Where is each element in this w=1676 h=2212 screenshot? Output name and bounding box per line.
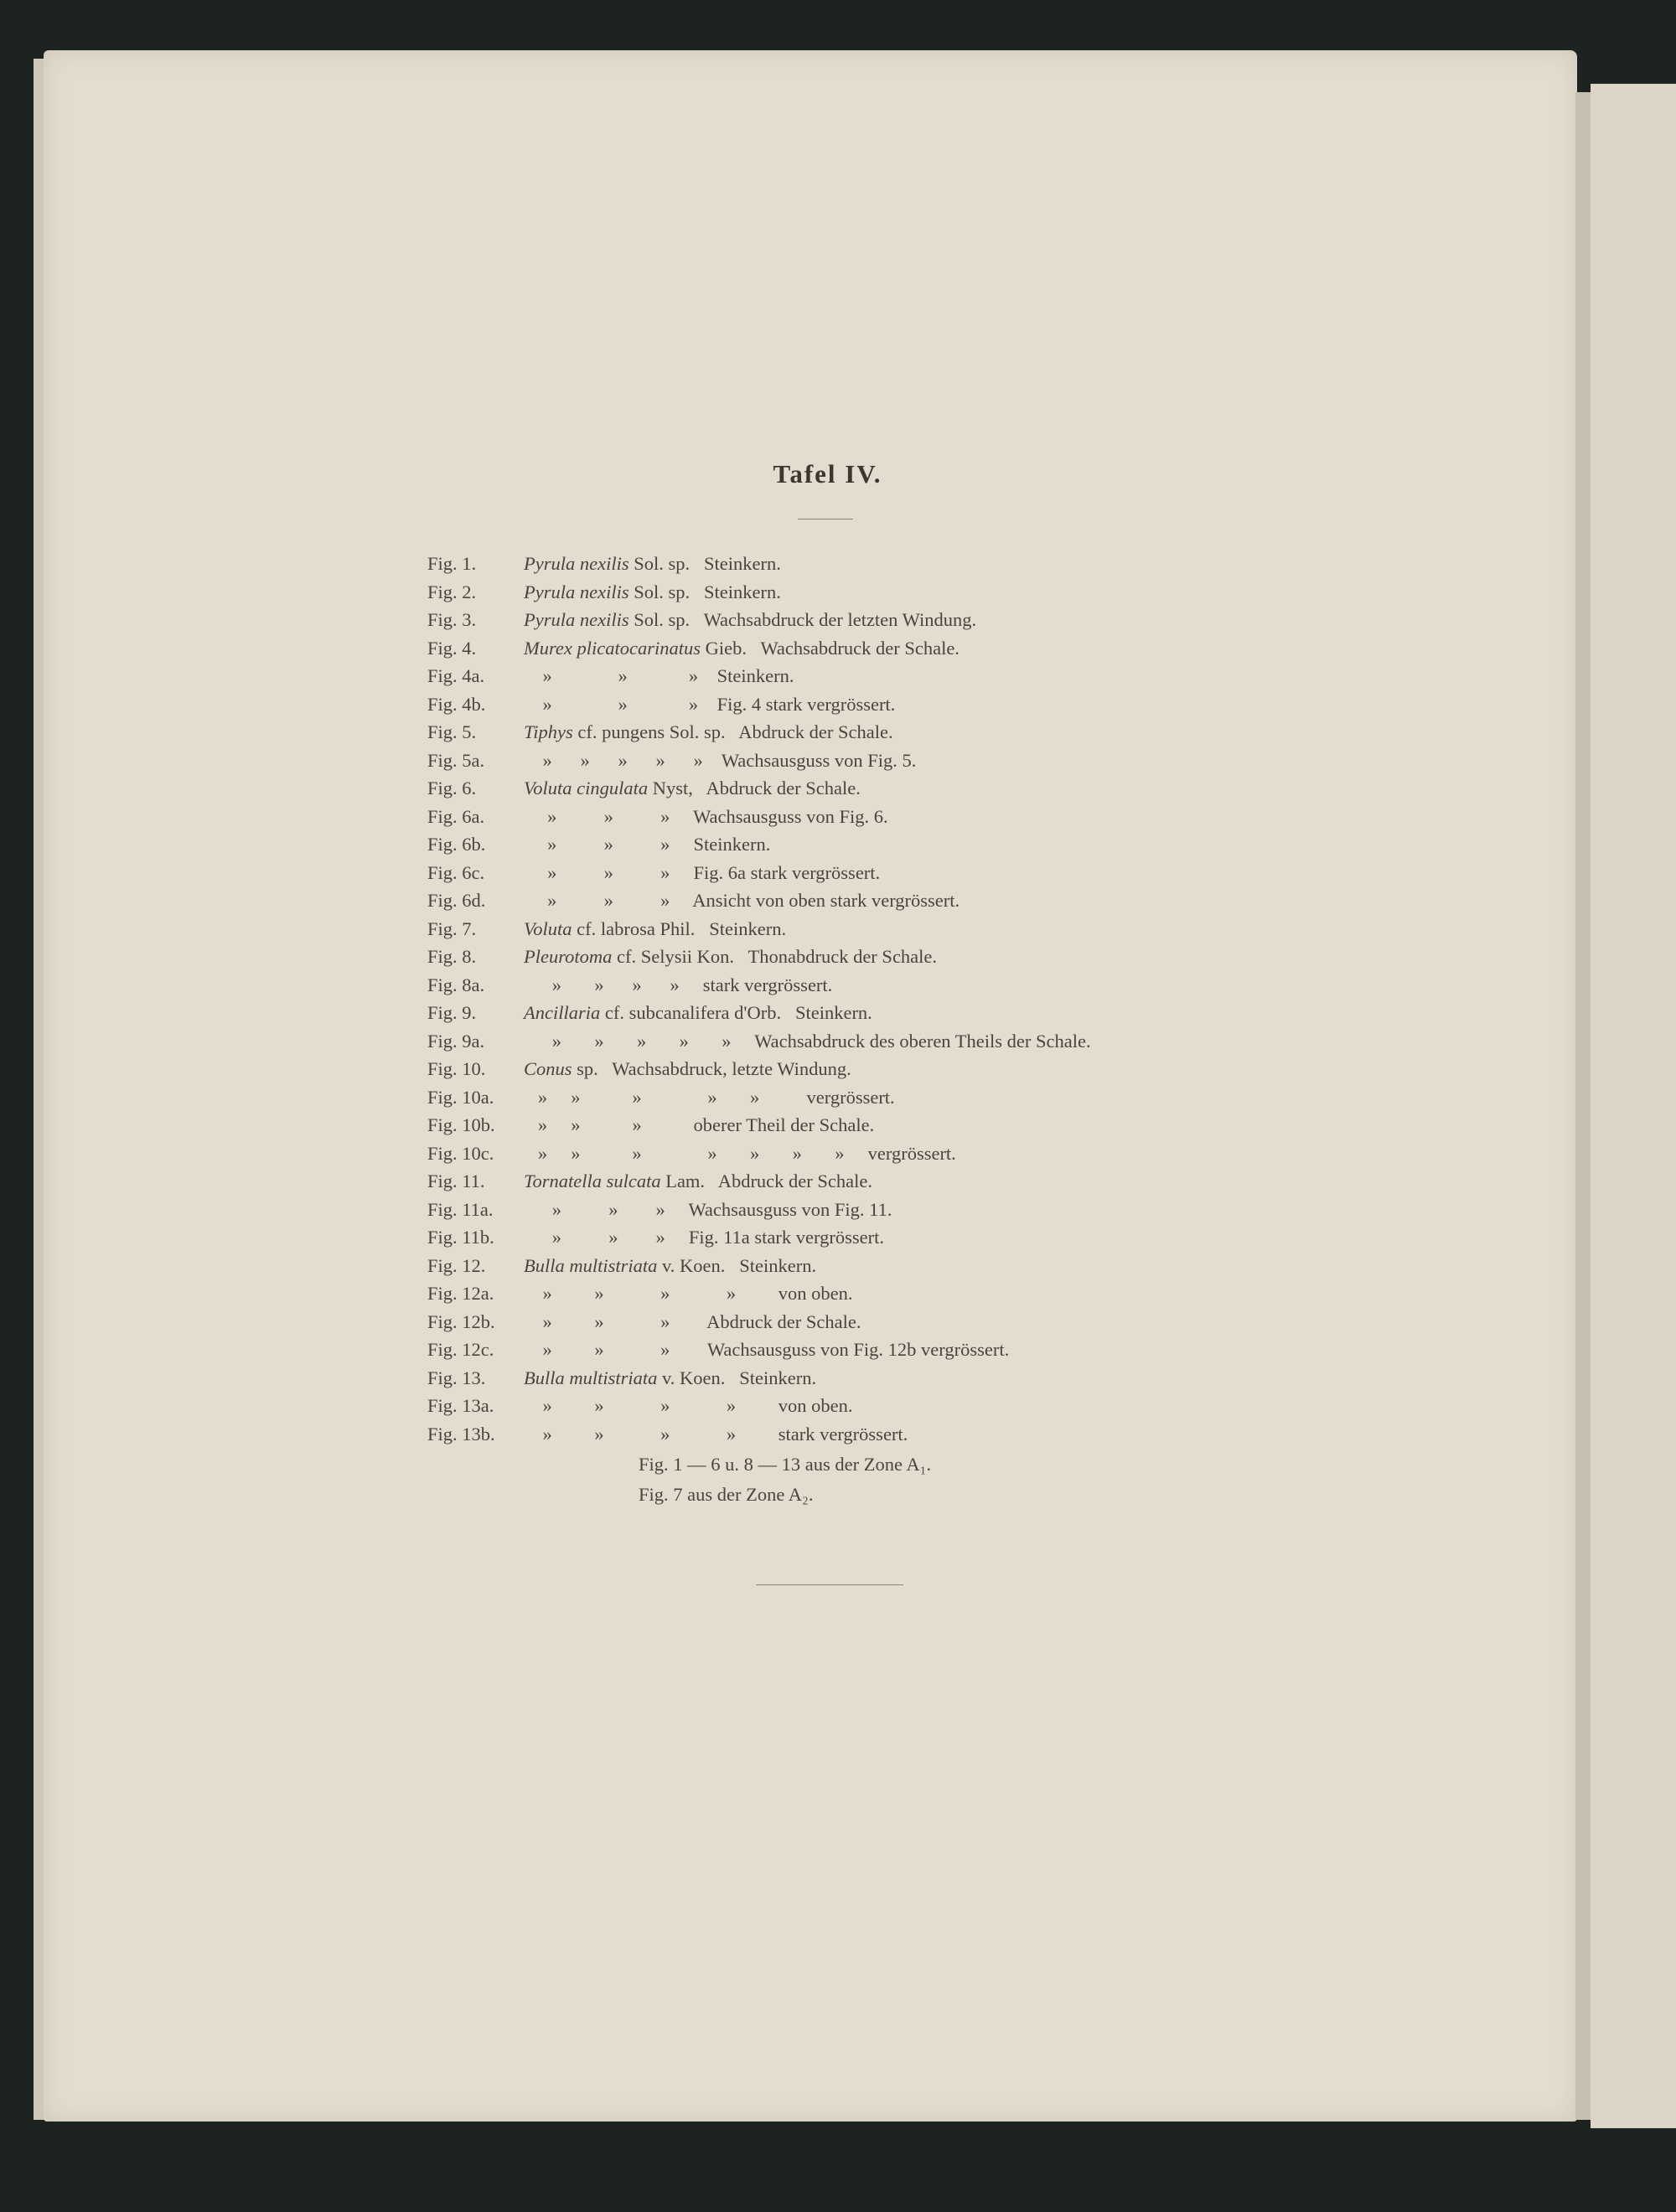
figure-entry <box>427 1252 1307 1280</box>
figure-description: cf. labrosa Phil. Steinkern. <box>572 917 787 939</box>
plate-title: Tafel IV. <box>773 459 882 488</box>
figure-number: Fig. 5a. <box>427 749 485 771</box>
figure-description: » » » Wachsausguss von Fig. 11. <box>524 1198 892 1220</box>
figure-entry <box>427 971 1307 1000</box>
figure-description: » » » » stark vergrössert. <box>524 1423 908 1445</box>
figure-description: » » » Fig. 11a stark vergrössert. <box>524 1227 884 1248</box>
figure-entry <box>427 915 1307 943</box>
figure-number: Fig. 4a. <box>427 665 485 686</box>
figure-entry <box>427 690 1307 719</box>
figure-entry <box>427 1364 1307 1393</box>
figure-entry <box>427 1055 1307 1083</box>
figure-entry <box>427 550 1307 578</box>
figure-description: Sol. sp. Steinkern. <box>628 553 781 574</box>
figure-number: Fig. 2. <box>427 581 477 602</box>
species-name: Voluta <box>524 917 572 939</box>
figure-entry <box>427 1083 1307 1112</box>
figure-entry <box>427 1420 1307 1449</box>
figure-number: Fig. 6a. <box>427 805 485 827</box>
species-name: Conus <box>524 1058 572 1079</box>
figure-entry <box>427 662 1307 690</box>
figure-description: » » » » stark vergrössert. <box>524 974 833 995</box>
figure-description: » » » oberer Theil der Schale. <box>524 1114 875 1135</box>
figure-description: Sol. sp. Steinkern. <box>628 581 781 602</box>
figure-number: Fig. 9. <box>427 1002 477 1023</box>
figure-entry <box>427 1167 1307 1196</box>
figure-entry <box>427 1336 1307 1364</box>
figure-description: Lam. Abdruck der Schale. <box>660 1171 872 1191</box>
figure-entry <box>427 830 1307 859</box>
figure-description: sp. Wachsabdruck, letzte Windung. <box>572 1058 851 1079</box>
figure-entry <box>427 803 1307 831</box>
figure-description: » » » Abdruck der Schale. <box>524 1310 861 1332</box>
species-name: Voluta cingulata <box>524 778 649 798</box>
figure-number: Fig. 10. <box>427 1058 486 1079</box>
figure-entry <box>427 718 1307 747</box>
figure-number: Fig. 10c. <box>427 1142 494 1164</box>
figure-number: Fig. 9a. <box>427 1030 485 1052</box>
species-name: Tornatella sulcata <box>524 1171 661 1191</box>
species-name: Pyrula nexilis <box>524 553 629 574</box>
species-name: Tiphys <box>524 721 573 742</box>
figure-entry <box>427 1279 1307 1308</box>
figure-number: Fig. 6b. <box>427 834 486 855</box>
figure-number: Fig. 8. <box>427 946 477 967</box>
figure-description: Nyst, Abdruck der Schale. <box>648 778 861 798</box>
species-name: Ancillaria <box>524 1002 601 1023</box>
figure-number: Fig. 5. <box>427 721 477 742</box>
figure-list <box>427 550 1307 1448</box>
figure-number: Fig. 13a. <box>427 1395 494 1416</box>
species-name: Pleurotoma <box>524 946 613 967</box>
figure-description: » » » Fig. 6a stark vergrössert. <box>524 861 881 883</box>
figure-description: Sol. sp. Wachsabdruck der letzten Windung. <box>628 609 977 630</box>
zone-notes <box>639 1450 931 1510</box>
figure-number: Fig. 12. <box>427 1254 486 1276</box>
figure-number: Fig. 13b. <box>427 1423 495 1445</box>
figure-description: Gieb. Wachsabdruck der Schale. <box>701 637 960 659</box>
figure-number: Fig. 10b. <box>427 1114 495 1135</box>
figure-description: v. Koen. Steinkern. <box>657 1367 817 1388</box>
figure-number: Fig. 11b. <box>427 1227 494 1248</box>
figure-number: Fig. 4. <box>427 637 477 659</box>
figure-description: » » » » » Wachsausguss von Fig. 5. <box>524 749 917 771</box>
figure-entry <box>427 747 1307 775</box>
figure-entry <box>427 886 1307 915</box>
species-name: Pyrula nexilis <box>524 581 629 602</box>
figure-description: v. Koen. Steinkern. <box>657 1254 817 1276</box>
figure-description: » » » » » » » vergrössert. <box>524 1142 956 1164</box>
species-name: Bulla multistriata <box>524 1254 658 1276</box>
figure-number: Fig. 11. <box>427 1171 485 1191</box>
figure-entry <box>427 774 1307 803</box>
figure-number: Fig. 6d. <box>427 890 486 911</box>
figure-number: Fig. 8a. <box>427 974 485 995</box>
figure-number: Fig. 4b. <box>427 693 486 715</box>
figure-description: cf. Selysii Kon. Thonabdruck der Schale. <box>612 946 938 967</box>
figure-description: cf. pungens Sol. sp. Abdruck der Schale. <box>572 721 893 742</box>
figure-description: » » » Steinkern. <box>524 834 771 855</box>
zone-note-2: Fig. 7 aus der Zone A₂. <box>639 1484 814 1505</box>
figure-entry <box>427 1223 1307 1252</box>
figure-description: » » » » » vergrössert. <box>524 1086 895 1108</box>
figure-entry <box>427 859 1307 887</box>
figure-number: Fig. 13. <box>427 1367 486 1388</box>
figure-number: Fig. 11a. <box>427 1198 494 1220</box>
figure-description: » » » » von oben. <box>524 1283 853 1304</box>
figure-number: Fig. 12c. <box>427 1339 494 1360</box>
figure-entry <box>427 606 1307 634</box>
figure-number: Fig. 12a. <box>427 1283 494 1304</box>
figure-number: Fig. 6. <box>427 778 477 798</box>
figure-entry <box>427 1196 1307 1224</box>
figure-description: » » » Wachsausguss von Fig. 6. <box>524 805 888 827</box>
figure-entry <box>427 1111 1307 1140</box>
figure-description: cf. subcanalifera d'Orb. Steinkern. <box>600 1002 872 1023</box>
figure-number: Fig. 6c. <box>427 861 485 883</box>
figure-description: » » » Wachsausguss von Fig. 12b vergrössert. <box>524 1339 1010 1360</box>
figure-number: Fig. 12b. <box>427 1310 495 1332</box>
figure-entry <box>427 578 1307 607</box>
figure-number: Fig. 10a. <box>427 1086 494 1108</box>
species-name: Bulla multistriata <box>524 1367 658 1388</box>
figure-description: » » » Steinkern. <box>524 665 794 686</box>
figure-description: » » » » » Wachsabdruck des oberen Theils der Schale. <box>524 1030 1091 1052</box>
figure-number: Fig. 1. <box>427 553 477 574</box>
figure-description: » » » » von oben. <box>524 1395 853 1416</box>
figure-number: Fig. 7. <box>427 917 477 939</box>
figure-entry <box>427 943 1307 971</box>
bottom-rule <box>756 1584 903 1585</box>
figure-entry <box>427 999 1307 1027</box>
zone-note-1: Fig. 1 — 6 u. 8 — 13 aus der Zone A₁. <box>639 1454 932 1475</box>
figure-description: » » » Ansicht von oben stark vergrössert. <box>524 890 960 911</box>
figure-description: » » » Fig. 4 stark vergrössert. <box>524 693 896 715</box>
figure-number: Fig. 3. <box>427 609 477 630</box>
figure-entry <box>427 1140 1307 1168</box>
figure-entry <box>427 1027 1307 1056</box>
species-name: Pyrula nexilis <box>524 609 629 630</box>
figure-entry <box>427 1308 1307 1336</box>
figure-entry <box>427 1392 1307 1420</box>
species-name: Murex plicatocarinatus <box>524 637 701 659</box>
figure-entry <box>427 634 1307 663</box>
